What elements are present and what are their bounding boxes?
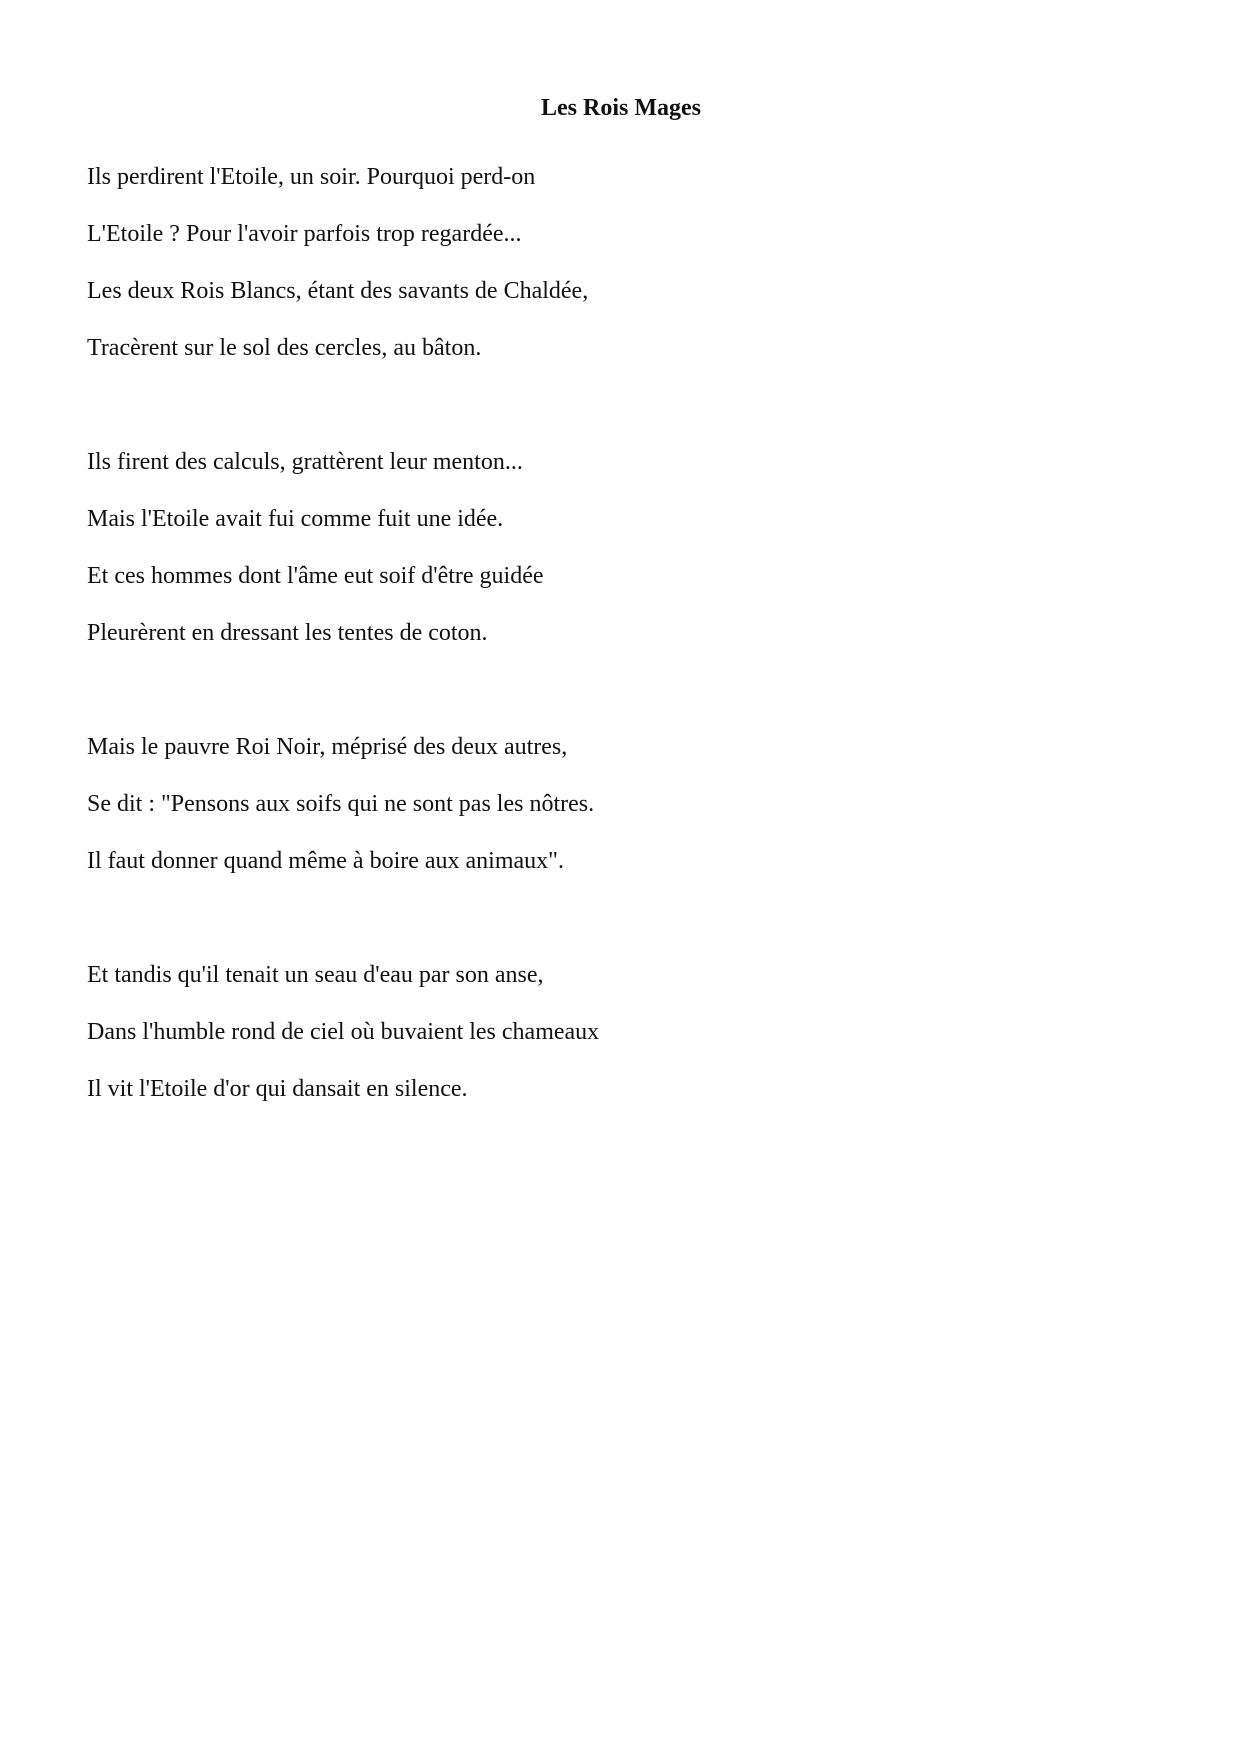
poem-title: Les Rois Mages <box>541 95 701 121</box>
stanza-2-line-2: Mais l'Etoile avait fui comme fuit une idée. <box>87 506 504 532</box>
stanza-4-line-1: Et tandis qu'il tenait un seau d'eau par son anse, <box>87 962 544 988</box>
stanza-1-line-2: L'Etoile ? Pour l'avoir parfois trop regardée... <box>87 221 522 247</box>
stanza-1-line-4: Tracèrent sur le sol des cercles, au bâton. <box>87 335 482 361</box>
stanza-4-line-2: Dans l'humble rond de ciel où buvaient les chameaux <box>87 1019 600 1045</box>
stanza-3-line-1: Mais le pauvre Roi Noir, méprisé des deux autres, <box>87 734 568 760</box>
stanza-2-line-1: Ils firent des calculs, grattèrent leur menton... <box>87 449 523 475</box>
stanza-4-line-3: Il vit l'Etoile d'or qui dansait en silence. <box>87 1076 468 1102</box>
stanza-3-line-2: Se dit : "Pensons aux soifs qui ne sont pas les nôtres. <box>87 791 595 817</box>
stanza-1-line-1: Ils perdirent l'Etoile, un soir. Pourquoi perd-on <box>87 164 536 190</box>
stanza-2-line-3: Et ces hommes dont l'âme eut soif d'être guidée <box>87 563 544 589</box>
stanza-2-line-4: Pleurèrent en dressant les tentes de coton. <box>87 620 488 646</box>
stanza-3-line-3: Il faut donner quand même à boire aux animaux". <box>87 848 564 874</box>
stanza-1-line-3: Les deux Rois Blancs, étant des savants de Chaldée, <box>87 278 589 304</box>
